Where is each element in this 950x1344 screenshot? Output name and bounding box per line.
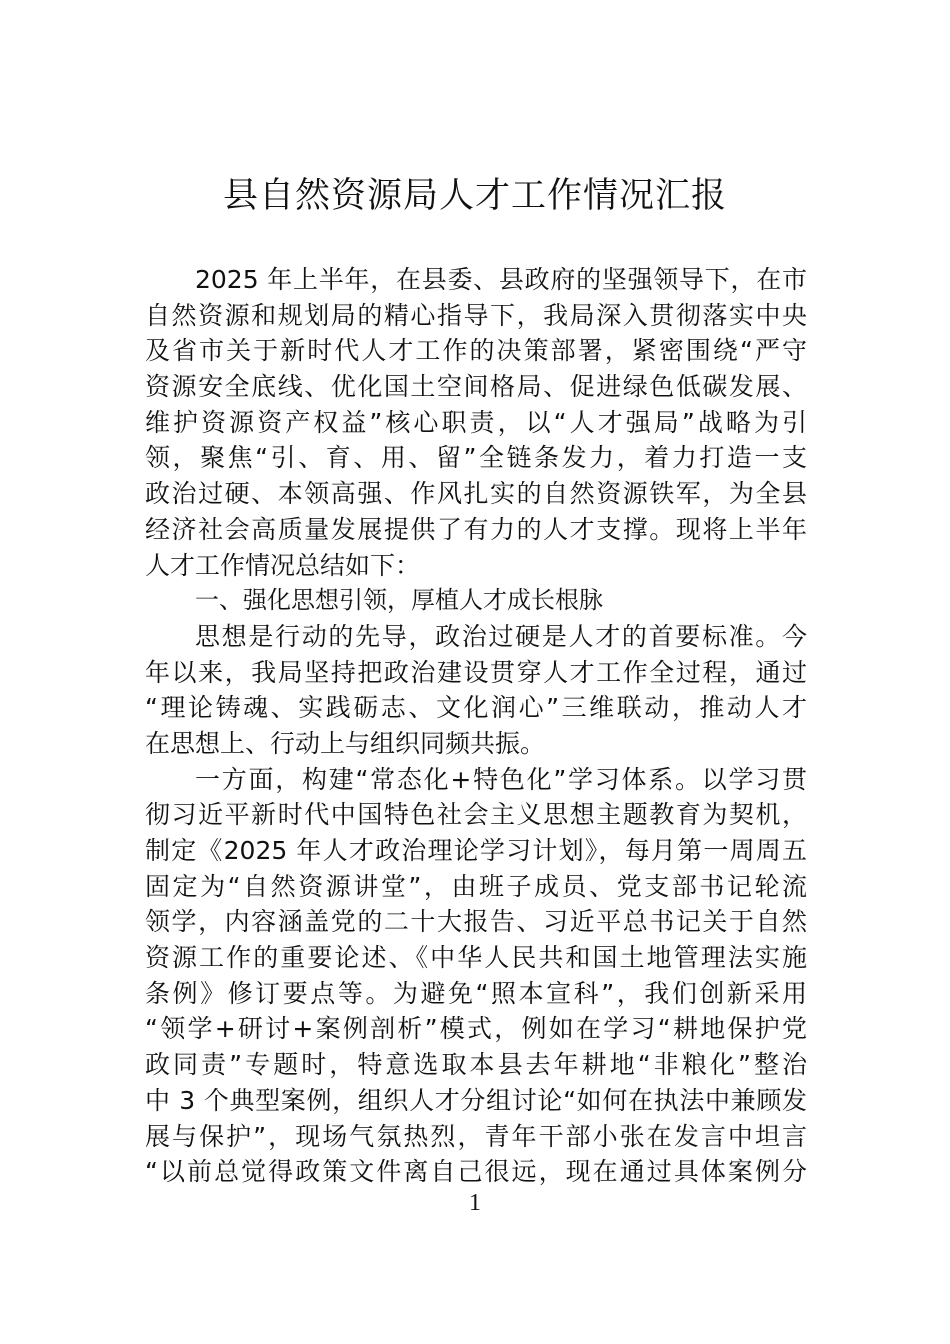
paragraph-line: 条例》修订要点等。为避免“照本宣科”，我们创新采用 — [145, 978, 807, 1008]
paragraph-line: 年以来，我局坚持把政治建设贯穿人才工作全过程，通过 — [145, 657, 807, 687]
document-body — [145, 262, 807, 1190]
paragraph-line: 在思想上、行动上与组织同频共振。 — [145, 728, 546, 758]
paragraph-line: 彻习近平新时代中国特色社会主义思想主题教育为契机， — [145, 800, 807, 830]
paragraph-line: 人才工作情况总结如下： — [145, 550, 421, 580]
paragraph-line: 思想是行动的先导，政治过硬是人才的首要标准。今 — [195, 621, 807, 651]
paragraph-line: 固定为“自然资源讲堂”，由班子成员、党支部书记轮流 — [145, 871, 807, 901]
paragraph-line: 中 3 个典型案例，组织人才分组讨论“如何在执法中兼顾发 — [145, 1085, 807, 1115]
paragraph-line: “理论铸魂、实践砺志、文化润心”三维联动，推动人才 — [145, 693, 807, 723]
section-heading: 一、强化思想引领，厚植人才成长根脉 — [195, 586, 603, 615]
paragraph-line: 维护资源资产权益”核心职责，以“人才强局”战略为引 — [145, 407, 807, 437]
paragraph-line: 一方面，构建“常态化+特色化”学习体系。以学习贯 — [195, 764, 807, 794]
paragraph-line: 展与保护”，现场气氛热烈，青年干部小张在发言中坦言 — [145, 1121, 807, 1151]
paragraph-line: 政同责”专题时，特意选取本县去年耕地“非粮化”整治 — [145, 1050, 807, 1080]
page-number: 1 — [469, 1190, 481, 1216]
paragraph-line: 及省市关于新时代人才工作的决策部署，紧密围绕“严守 — [145, 336, 807, 366]
document-title: 县自然资源局人才工作情况汇报 — [222, 176, 727, 216]
paragraph-line: 资源工作的重要论述、《中华人民共和国土地管理法实施 — [145, 943, 807, 973]
paragraph-line: “领学+研讨+案例剖析”模式，例如在学习“耕地保护党 — [145, 1014, 807, 1044]
paragraph-line: 领，聚焦“引、育、用、留”全链条发力，着力打造一支 — [145, 443, 807, 473]
paragraph-line: 经济社会高质量发展提供了有力的人才支撑。现将上半年 — [145, 514, 807, 544]
paragraph-line: 资源安全底线、优化国土空间格局、促进绿色低碳发展、 — [145, 372, 807, 402]
paragraph-line: 领学，内容涵盖党的二十大报告、习近平总书记关于自然 — [145, 907, 807, 937]
paragraph-line: 制定《2025 年人才政治理论学习计划》，每月第一周周五 — [145, 836, 807, 865]
paragraph-line: 2025 年上半年，在县委、县政府的坚强领导下，在市 — [195, 265, 807, 294]
paragraph-line: 自然资源和规划局的精心指导下，我局深入贯彻落实中央 — [145, 300, 807, 330]
paragraph-line: 政治过硬、本领高强、作风扎实的自然资源铁军，为全县 — [145, 479, 807, 509]
paragraph-line: “以前总觉得政策文件离自己很远，现在通过具体案例分 — [145, 1157, 807, 1187]
